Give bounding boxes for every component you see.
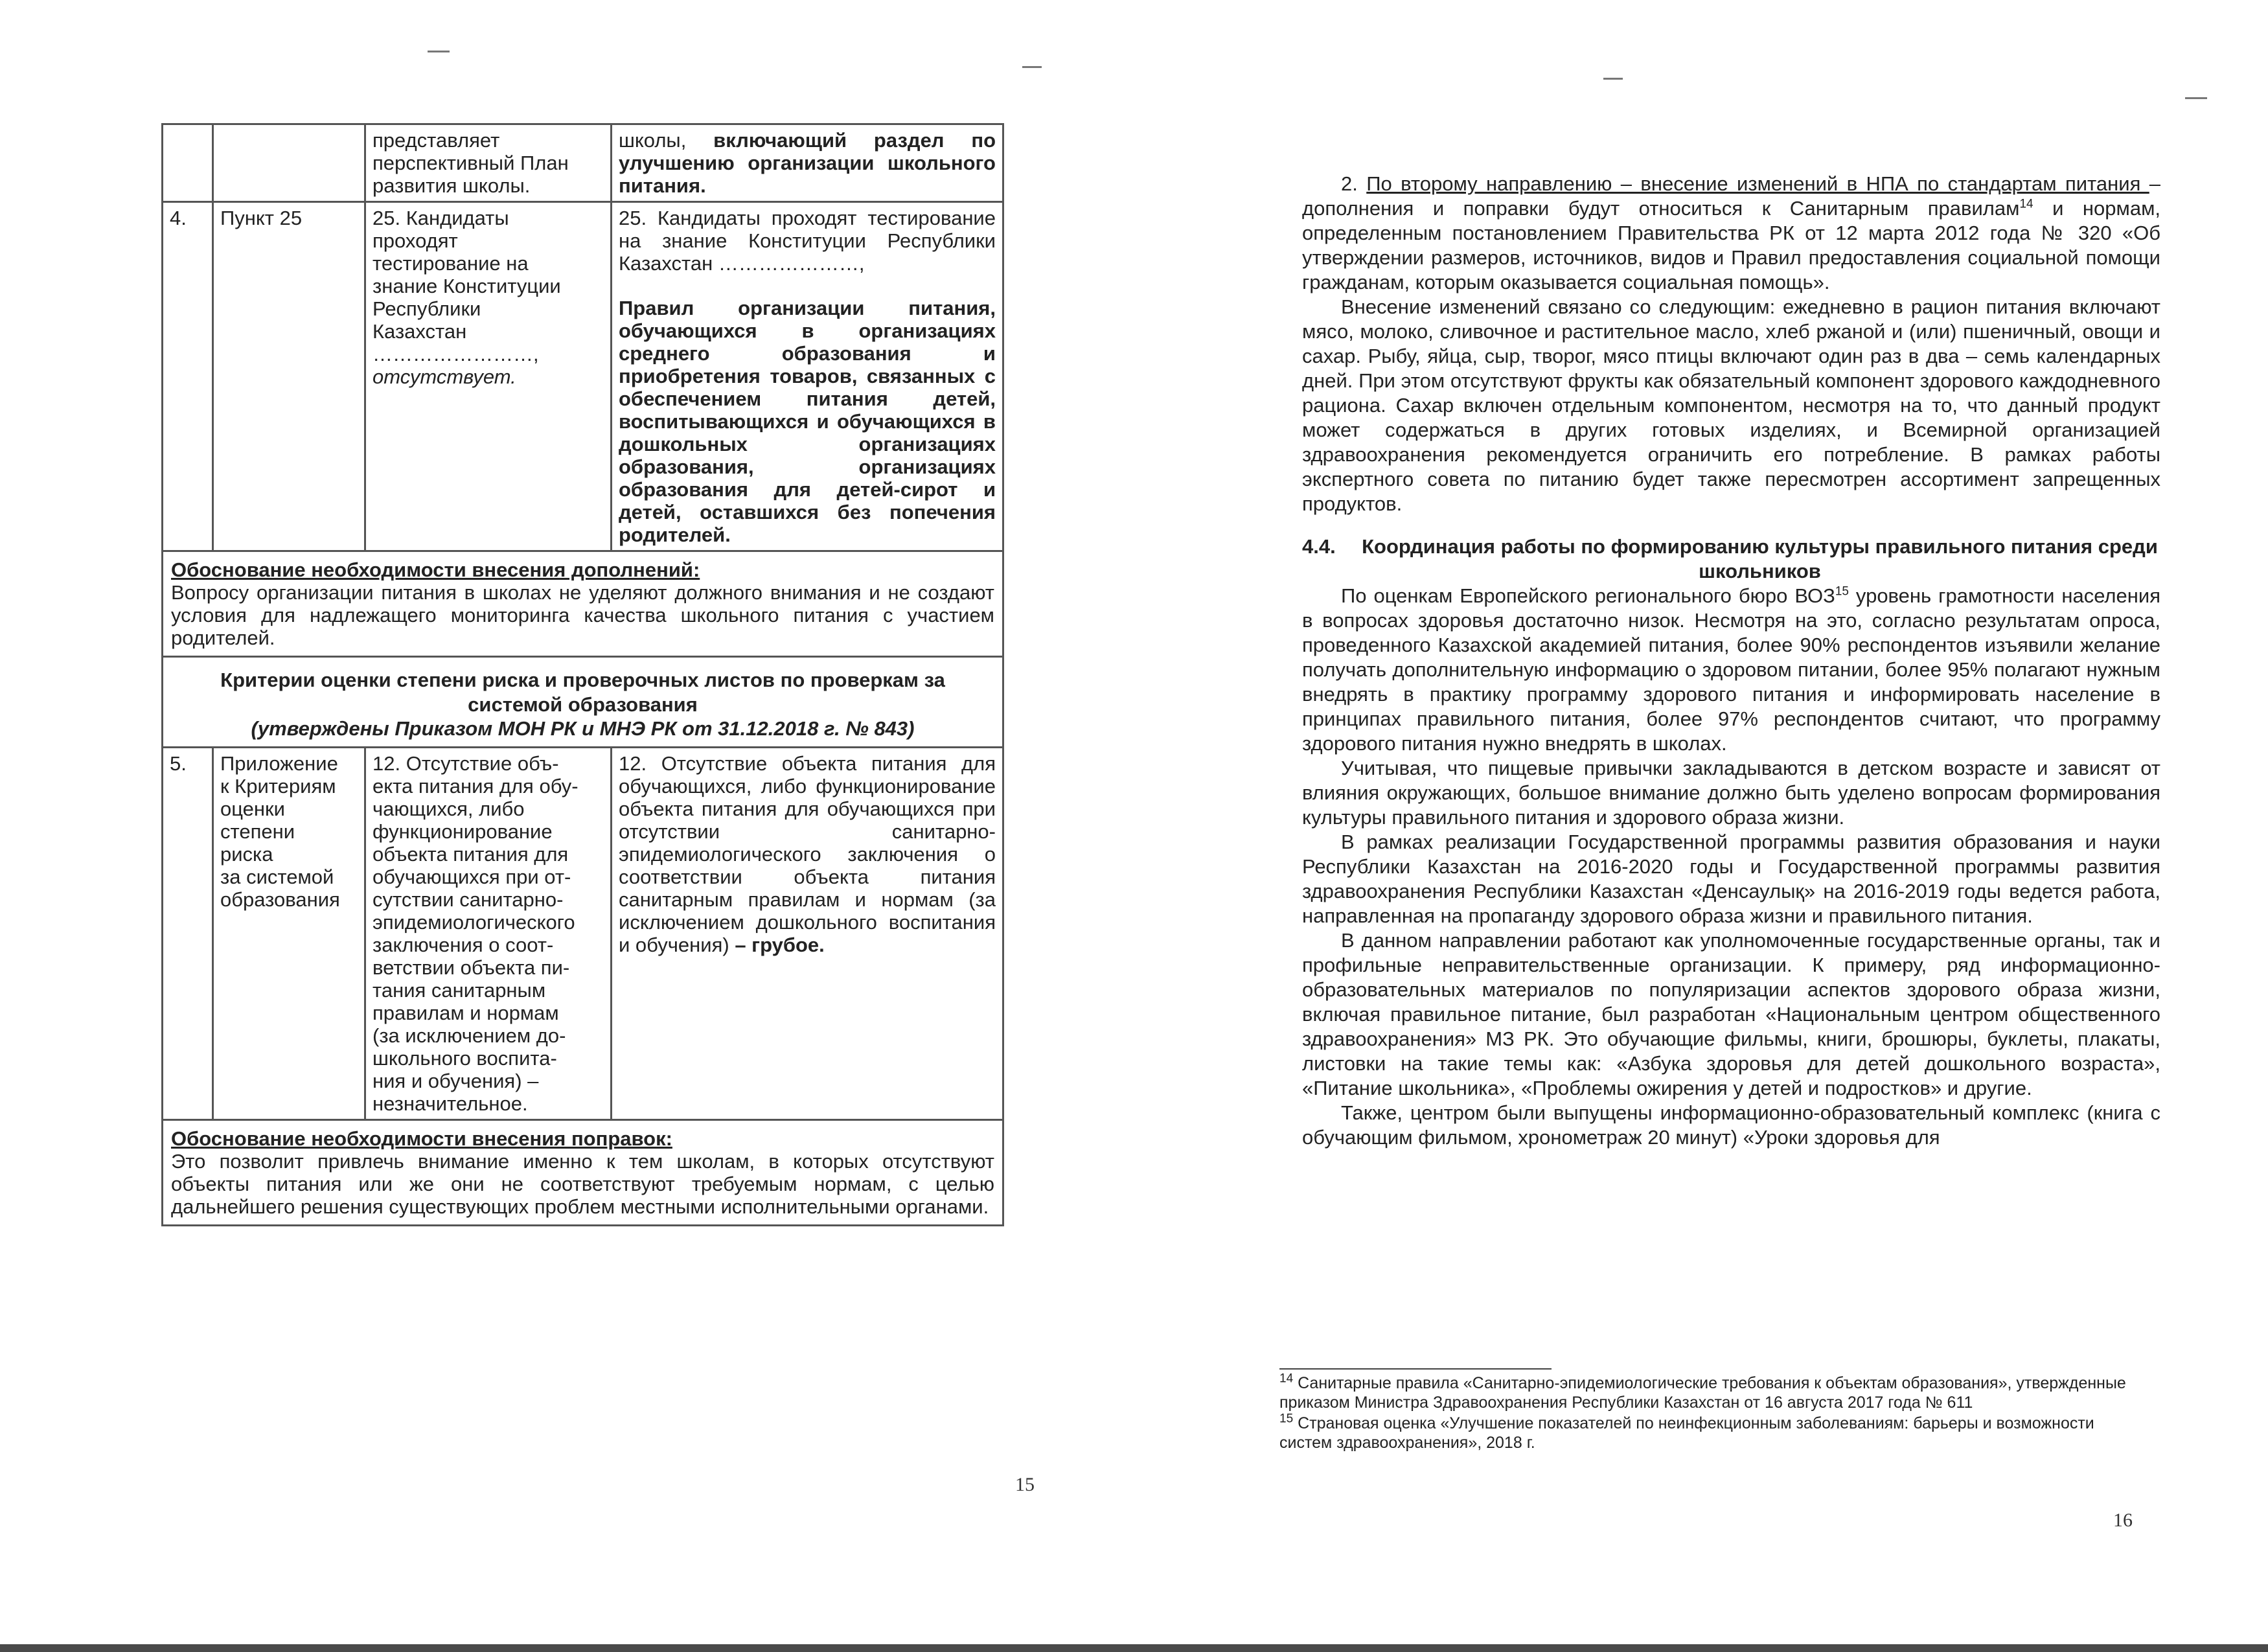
current-text-cell: 25. Кандидаты проходят тестирование на знание Конституции Республики Казахстан ……………………, отсутствует. xyxy=(365,202,612,551)
footnote: $^{15}$ Страновая оценка «Улучшение показателей по неинфекционным заболеваниям: барьеры и возможности систем здравоохранения», 2018 г. xyxy=(1279,1412,2094,1452)
scan-edge xyxy=(0,1644,2268,1652)
paragraph: Внесение изменений связано со следующим: ежедневно в рацион питания включают мясо, молоко, сливочное и растительное масло, хлеб ржаной и (или) пшеничный, овощи и сахар. Рыбу, яйца, сыр, творог, мясо птицы включают один раз в два – семь календарных дней. При этом отсутствуют фрукты как обязательный компонент здорового каждодневного рациона. Сахар включен отдельным компонентом, несмотря на то, что данный продукт может содержаться в других готовых изделиях, и Всемирной организацией здравоохранения рекомендуется ограничить его потребление. В рамках работы экспертного совета по питанию будет также пересмотрен ассортимент запрещенных продуктов. xyxy=(1302,295,2160,515)
table-row xyxy=(163,124,1003,202)
paragraph: 2. По второму направлению – внесение изменений в НПА по стандартам питания – дополнения и поправки будут относиться к Санитарным правилам$^{14}$ и нормам, определенным постановлением Правительства РК от 12 марта 2012 года № 320 «Об утверждении размеров, источников, видов и Правил предоставления социальной помощи гражданам, которым оказывается социальная помощь». xyxy=(1302,172,2160,293)
page-number-right: 16 xyxy=(2113,1509,2133,1531)
proposed-text-cell: 12. Отсутствие объекта питания для обучающихся, либо функционирование объекта питания для обучающихся при отсутствии санитарно-эпидемиологического заключения о соответствии объекта питания санитарным правилам и нормам (за исключением дошкольного воспитания и обучения) – грубое. xyxy=(612,748,1003,1120)
section-header-row xyxy=(163,657,1003,748)
section-number: 4.4. xyxy=(1302,535,1336,558)
justification-heading: Обоснование необходимости внесения поправок: xyxy=(171,1127,672,1150)
scan-mark xyxy=(2185,97,2207,99)
scan-mark xyxy=(1022,66,1042,68)
footnotes xyxy=(1279,1373,2141,1454)
paragraph: Учитывая, что пищевые привычки закладываются в детском возрасте и зависят от влияния окружающих, большое внимание должно быть уделено вопросам формирования культуры правильного питания и здорового образа жизни. xyxy=(1302,757,2160,829)
footnote-divider xyxy=(1279,1368,1552,1370)
footnote: $^{14}$ Санитарные правила «Санитарно-эпидемиологические требования к объектам образования», утвержденные приказом Министра Здравоохранения Республики Казахстан от 16 августа 2017 года № 611 xyxy=(1279,1371,2126,1412)
scan-mark xyxy=(428,51,450,52)
proposed-text-cell: школы, включающий раздел по улучшению организации школьного питания. xyxy=(612,124,1003,202)
table-row xyxy=(163,202,1003,551)
right-page-body xyxy=(1302,172,2160,1150)
current-text-cell: 12. Отсутствие объ- екта питания для обу- чающихся, либо функционирование объекта питания для обучающихся при от- сутствии санитарно- эпидемиологического заключения о соот- ветствии объекта пи- тания санитарным правилам и нормам (за исключением до- школьного воспита- ния и обучения) – незначительное. xyxy=(365,748,612,1120)
point-cell: Приложение к Критериям оценки степени риска за системой образования xyxy=(213,748,365,1120)
section-subtitle: (утверждены Приказом МОН РК и МНЭ РК от 31.12.2018 г. № 843) xyxy=(251,717,915,740)
section-heading xyxy=(1302,534,2160,584)
footnote-ref: 15 xyxy=(1835,584,1849,599)
section-title: Критерии оценки степени риска и проверочных листов по проверкам за системой образования xyxy=(220,669,945,716)
point-cell: Пункт 25 xyxy=(213,202,365,551)
scan-mark xyxy=(1603,78,1623,80)
current-text-cell: представляет перспективный План развития школы. xyxy=(365,124,612,202)
justification-text: Это позволит привлечь внимание именно к тем школам, в которых отсутствуют объекты питания или же они не соответствуют требуемым нормам, с целью дальнейшего решения существующих проблем местными исполнительными органами. xyxy=(171,1150,994,1218)
paragraph: По оценкам Европейского регионального бюро ВОЗ$^{15}$ уровень грамотности населения в вопросах здоровья достаточно низок. Несмотря на это, согласно результатам опроса, проведенного Казахской академией питания, более 90% респондентов изъявили желание получать дополнительную информацию о здоровом питании, более 95% полагают нужным внедрять в практику программу здорового питания и информировать население в принципах правильного питания, более 97% респондентов считают, что программу здорового питания нужно внедрять в школах. xyxy=(1302,584,2160,755)
justification-text: Вопросу организации питания в школах не уделяют должного внимания и не создают условия для надлежащего мониторинга качества школьного питания с участием родителей. xyxy=(171,581,994,649)
footnote-ref: 14 xyxy=(2019,197,2033,211)
criteria-table xyxy=(161,123,1004,1226)
proposed-text-cell: 25. Кандидаты проходят тестирование на знание Конституции Республики Казахстан …………………, Правил организации питания, обучающихся в организациях среднего образования и приобретения товаров, связанных с обеспечением питания детей, воспитывающихся и обучающихся в дошкольных организациях образования, организациях образования для детей-сирот и детей, оставшихся без попечения родителей. xyxy=(612,202,1003,551)
paragraph: В данном направлении работают как уполномоченные государственные органы, так и профильные неправительственные организации. К примеру, ряд информационно-образовательных материалов по популяризации аспектов здорового образа жизни, включая правильное питание, был разработан «Национальным центром общественного здравоохранения» МЗ РК. Это обучающие фильмы, книги, брошюры, буклеты, плакаты, листовки на такие темы как: «Азбука здоровья для детей дошкольного возраста», «Питание школьника», «Проблемы ожирения у детей и подростков» и другие. xyxy=(1302,929,2160,1099)
justification-row xyxy=(163,1120,1003,1226)
page-number-left: 15 xyxy=(1015,1474,1035,1495)
section-title: Координация работы по формированию культуры правильного питания среди школьников xyxy=(1362,535,2158,582)
justification-heading: Обоснование необходимости внесения дополнений: xyxy=(171,558,700,581)
paragraph: Также, центром были выпущены информационно-образовательный комплекс (книга с обучающим фильмом, хронометраж 20 минут) «Уроки здоровья для xyxy=(1302,1101,2160,1149)
row-number: 4. xyxy=(163,202,213,551)
justification-row xyxy=(163,551,1003,657)
paragraph: В рамках реализации Государственной программы развития образования и науки Республики Казахстан на 2016-2020 годы и Государственной программы развития здравоохранения Республики Казахстан «Денсаулық» на 2016-2019 годы ведется работа, направленная на пропаганду здорового образа жизни и правильного питания. xyxy=(1302,831,2160,927)
table-row xyxy=(163,748,1003,1120)
row-number: 5. xyxy=(163,748,213,1120)
